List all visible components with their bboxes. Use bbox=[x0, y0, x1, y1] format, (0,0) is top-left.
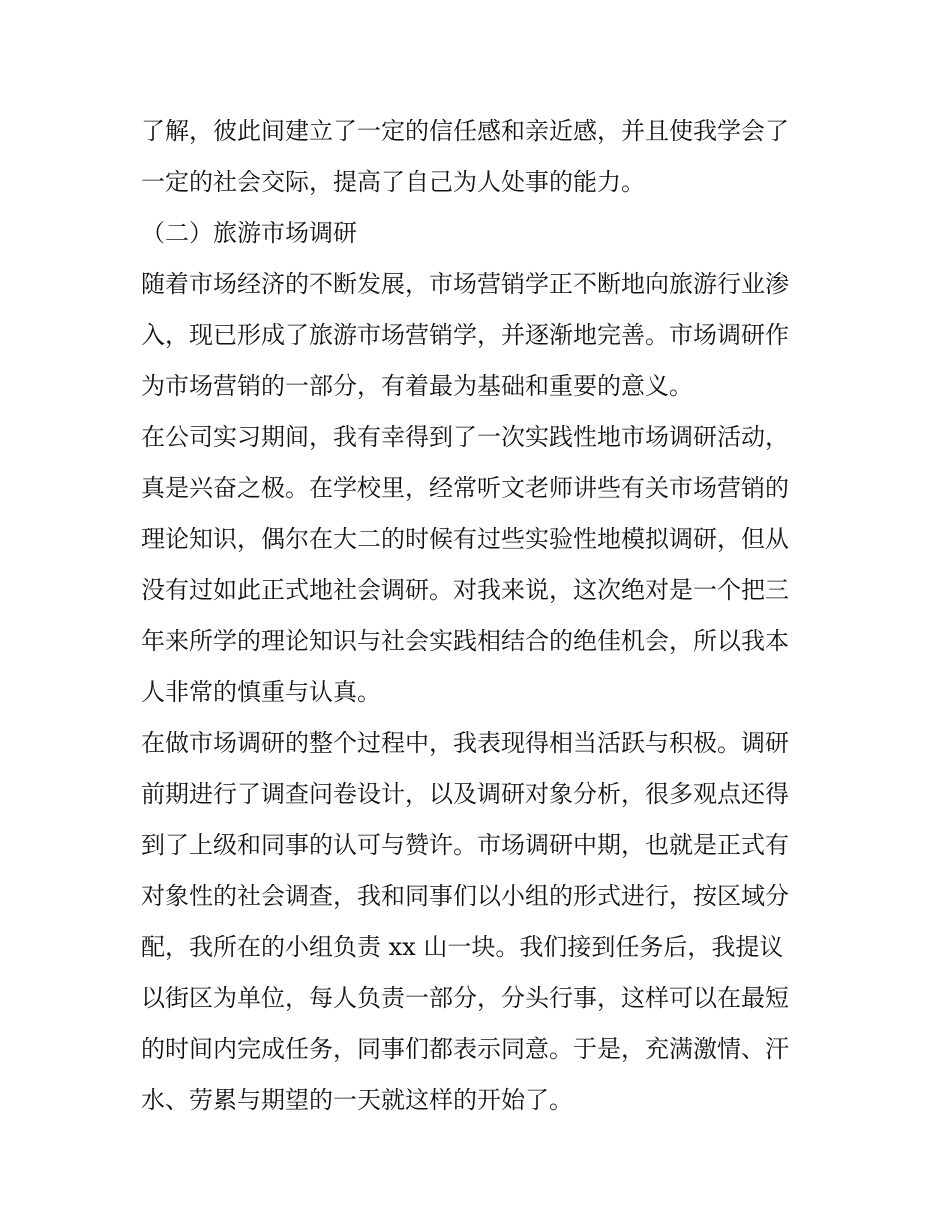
text-line: 理论知识，偶尔在大二的时候有过些实验性地模拟调研，但从 bbox=[141, 525, 789, 553]
text-line: 到了上级和同事的认可与赞许。市场调研中期，也就是正式有 bbox=[141, 831, 789, 859]
text-line: 一定的社会交际，提高了自己为人处事的能力。 bbox=[141, 168, 645, 196]
text-line: 前期进行了调查问卷设计，以及调研对象分析，很多观点还得 bbox=[141, 780, 789, 808]
text-line: 以街区为单位，每人负责一部分，分头行事，这样可以在最短 bbox=[141, 984, 789, 1012]
text-line: 真是兴奋之极。在学校里，经常听文老师讲些有关市场营销的 bbox=[141, 474, 789, 502]
text-line: 的时间内完成任务，同事们都表示同意。于是，充满激情、汗 bbox=[141, 1035, 789, 1063]
text-line: 年来所学的理论知识与社会实践相结合的绝佳机会，所以我本 bbox=[141, 627, 789, 655]
text-line: 在做市场调研的整个过程中，我表现得相当活跃与积极。调研 bbox=[141, 729, 789, 757]
text-line: 人非常的慎重与认真。 bbox=[141, 678, 381, 706]
text-line: 为市场营销的一部分，有着最为基础和重要的意义。 bbox=[141, 372, 693, 400]
text-line: 入，现已形成了旅游市场营销学，并逐渐地完善。市场调研作 bbox=[141, 321, 789, 349]
text-line: 随着市场经济的不断发展，市场营销学正不断地向旅游行业渗 bbox=[141, 270, 789, 298]
text-line: 配，我所在的小组负责 xx 山一块。我们接到任务后，我提议 bbox=[141, 933, 784, 961]
text-line: 对象性的社会调查，我和同事们以小组的形式进行，按区域分 bbox=[141, 882, 789, 910]
text-line: 在公司实习期间，我有幸得到了一次实践性地市场调研活动， bbox=[141, 423, 789, 451]
section-heading: （二）旅游市场调研 bbox=[141, 219, 357, 247]
text-line: 了解，彼此间建立了一定的信任感和亲近感，并且使我学会了 bbox=[141, 117, 789, 145]
document-body bbox=[141, 106, 821, 1126]
text-line: 水、劳累与期望的一天就这样的开始了。 bbox=[141, 1086, 573, 1114]
text-line: 没有过如此正式地社会调研。对我来说，这次绝对是一个把三 bbox=[141, 576, 789, 604]
